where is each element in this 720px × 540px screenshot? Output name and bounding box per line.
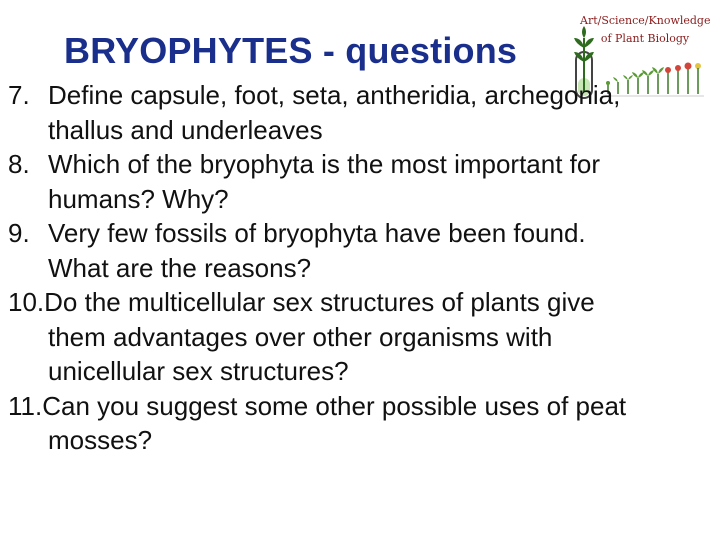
question-list (8, 78, 708, 458)
logo-line-2: of Plant Biology (600, 32, 690, 45)
question-number: 10. (8, 287, 45, 317)
question-text-line: Do the multicellular sex structures of plants give (44, 287, 595, 317)
question-number: 9. (8, 218, 30, 248)
list-item (8, 78, 708, 147)
page-title: BRYOPHYTES - questions (64, 30, 518, 71)
question-text-line: Very few fossils of bryophyta have been found. (48, 218, 586, 248)
question-text-line: Which of the bryophyta is the most important for (48, 149, 601, 179)
question-number: 8. (8, 149, 30, 179)
question-text-line: Define capsule, foot, seta, antheridia, archegonia, (48, 80, 621, 110)
question-text-line: Can you suggest some other possible uses of peat (42, 390, 627, 421)
question-text-line: them advantages over other organisms with (48, 321, 553, 352)
list-item (8, 147, 708, 216)
question-number: 11. (8, 390, 43, 421)
list-item (8, 389, 708, 458)
list-item (8, 216, 708, 285)
list-item (8, 285, 708, 389)
logo-text (580, 12, 710, 48)
question-text-line: thallus and underleaves (48, 114, 323, 145)
logo-line-1: Art/Science/Knowledge (580, 14, 711, 27)
question-text-line: What are the reasons? (48, 252, 312, 283)
question-text-line: unicellular sex structures? (48, 356, 349, 386)
question-text-line: mosses? (48, 425, 153, 455)
question-number: 7. (8, 80, 30, 110)
question-text-line: humans? Why? (48, 183, 229, 214)
